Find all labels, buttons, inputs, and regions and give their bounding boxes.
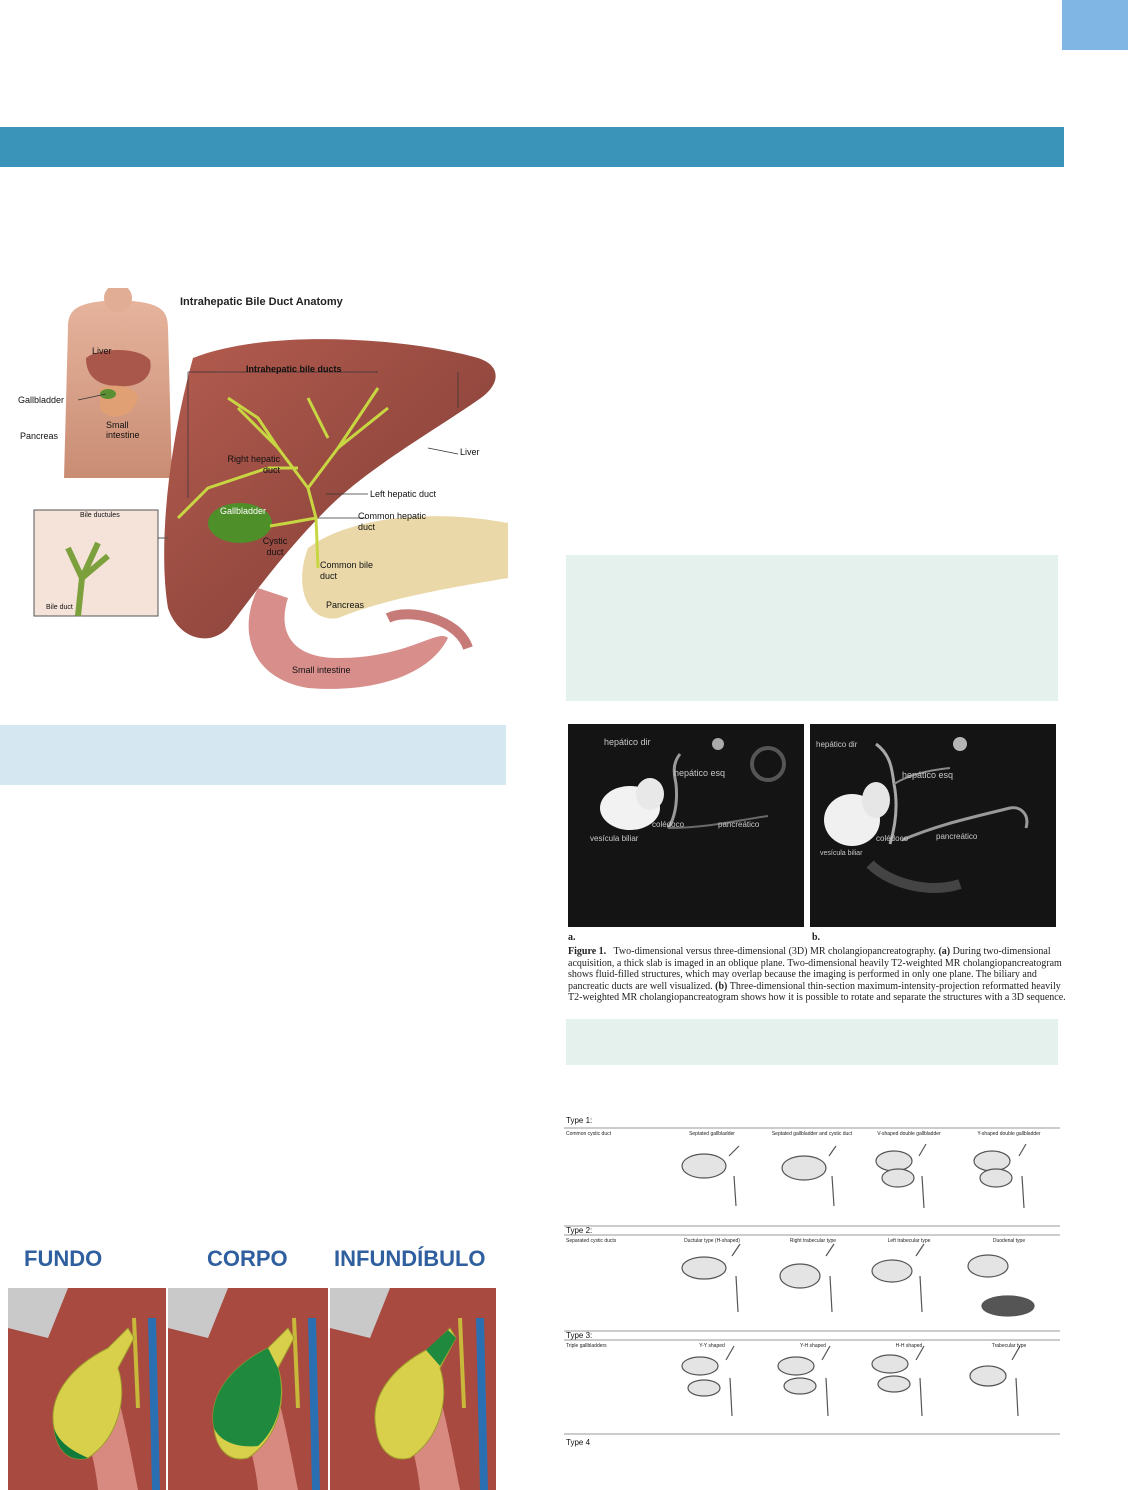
label-gallbladder-small: Gallbladder bbox=[18, 395, 65, 405]
mr-a-label-vesicula: vesícula biliar bbox=[590, 834, 639, 843]
mr-a-label-pancreatico: pancreático bbox=[718, 820, 760, 829]
dup-r3-c1: Y-Y shaped bbox=[699, 1343, 725, 1349]
mr-b-label-hepatico-dir: hepático dir bbox=[816, 740, 858, 749]
label-bile-ductules: Bile ductules bbox=[80, 512, 120, 519]
label-liver-small: Liver bbox=[92, 346, 112, 356]
mr-b-label-vesicula: vesícula biliar bbox=[820, 850, 863, 857]
label-common-hepatic: Common hepatic duct bbox=[358, 511, 427, 532]
caption-part-b: (b) bbox=[715, 980, 728, 992]
anatomy-title: Intrahepatic Bile Duct Anatomy bbox=[180, 296, 343, 308]
region-label-infundibulo: INFUNDÍBULO bbox=[334, 1246, 486, 1271]
dup-r2-c3: Left trabecular type bbox=[887, 1238, 931, 1244]
gallbladder-panel-corpo bbox=[168, 1288, 328, 1490]
label-gallbladder: Gallbladder bbox=[220, 506, 267, 516]
label-pancreas-small: Pancreas bbox=[20, 431, 59, 441]
dup-sub-1: Common cystic duct bbox=[566, 1131, 612, 1137]
region-label-fundo: FUNDO bbox=[24, 1246, 103, 1271]
mr-b-label-coledoco: colédoco bbox=[876, 834, 909, 843]
duplication-figure bbox=[564, 1116, 1060, 1456]
highlight-box-right-middle bbox=[566, 1019, 1058, 1065]
mr-b-label-pancreatico: pancreático bbox=[936, 832, 978, 841]
caption-part-a: (a) bbox=[938, 946, 951, 957]
panel-a-letter: a. bbox=[568, 932, 576, 943]
dup-r1-c4: Y-shaped double gallbladder bbox=[977, 1131, 1041, 1137]
dup-r3-c4: Trabecular type bbox=[991, 1343, 1027, 1349]
gallbladder-panel-fundo bbox=[8, 1288, 166, 1490]
dup-type-3: Type 3: bbox=[566, 1331, 593, 1340]
dup-type-4: Type 4 bbox=[566, 1438, 591, 1447]
label-cystic-duct: Cystic duct bbox=[262, 536, 288, 557]
mr-panel-b bbox=[810, 724, 1056, 927]
highlight-box-right-top bbox=[566, 555, 1058, 701]
highlight-box-left bbox=[0, 725, 506, 785]
dup-sub-3: Triple gallbladders bbox=[566, 1343, 607, 1349]
dup-type-1: Type 1: bbox=[566, 1116, 593, 1125]
label-left-hepatic: Left hepatic duct bbox=[370, 489, 437, 499]
dup-r1-c3: V-shaped double gallbladder bbox=[877, 1131, 941, 1137]
mr-a-label-hepatico-esq: hepático esq bbox=[674, 768, 726, 778]
dup-type-2: Type 2: bbox=[566, 1226, 593, 1235]
mr-a-label-hepatico-dir: hepático dir bbox=[604, 737, 651, 747]
dup-r2-c2: Right trabecular type bbox=[789, 1238, 837, 1244]
dup-r3-c3: H-H shaped bbox=[895, 1343, 923, 1349]
mr-figure-caption bbox=[568, 932, 1068, 1004]
mr-panel-a bbox=[568, 724, 804, 927]
dup-sub-2: Separated cystic ducts bbox=[566, 1238, 617, 1244]
region-label-corpo: CORPO bbox=[207, 1246, 288, 1271]
caption-text-3: Three-dimensional thin-section maximum-intensity-projection reformatted heavily T2-weighted MR cholangiopancreatogram shows how it is possible to rotate and separate the structures with a 3D sequence. bbox=[568, 980, 1066, 1004]
label-bile-duct: Bile duct bbox=[46, 604, 73, 611]
gallbladder-panel-infundibulo bbox=[330, 1288, 496, 1490]
label-common-bile: Common bile duct bbox=[320, 560, 374, 581]
label-intrahepatic-ducts: Intrahepatic bile ducts bbox=[246, 364, 342, 374]
dup-r1-c1: Septated gallbladder bbox=[689, 1131, 735, 1137]
label-pancreas: Pancreas bbox=[326, 600, 365, 610]
dup-r2-c4: Duodenal type bbox=[992, 1238, 1026, 1244]
header-bar bbox=[0, 127, 1064, 167]
panel-b-letter: b. bbox=[812, 932, 821, 943]
label-small-intestine: Small intestine bbox=[292, 665, 351, 675]
caption-text-1: Two-dimensional versus three-dimensional (3D) MR cholangiopancreatography. bbox=[613, 946, 936, 957]
label-right-hepatic: Right hepatic duct bbox=[227, 454, 280, 475]
anatomy-figure bbox=[8, 288, 508, 700]
mr-b-label-hepatico-esq: hepático esq bbox=[902, 770, 954, 780]
dup-r1-c2: Septated gallbladder and cystic duct bbox=[771, 1131, 853, 1137]
dup-r3-c2: Y-H shaped bbox=[800, 1343, 826, 1349]
label-liver: Liver bbox=[460, 447, 480, 457]
label-small-intestine-small: Small intestine bbox=[106, 420, 140, 440]
mr-a-label-coledoco: colédoco bbox=[652, 820, 685, 829]
dup-r2-c1: Ductular type (H-shaped) bbox=[684, 1238, 740, 1244]
caption-figure-label: Figure 1. bbox=[568, 946, 607, 957]
corner-tab bbox=[1062, 0, 1128, 50]
caption-text-2: During two-dimensional acquisition, a thick slab is imaged in an oblique plane. Two-dimensional heavily T2-weighted MR cholangiopancreatogram shows fluid-filled structures, which may overlap because the imaging is performed in only one plane. The biliary and pancreatic ducts are well visualized. bbox=[568, 946, 1062, 992]
